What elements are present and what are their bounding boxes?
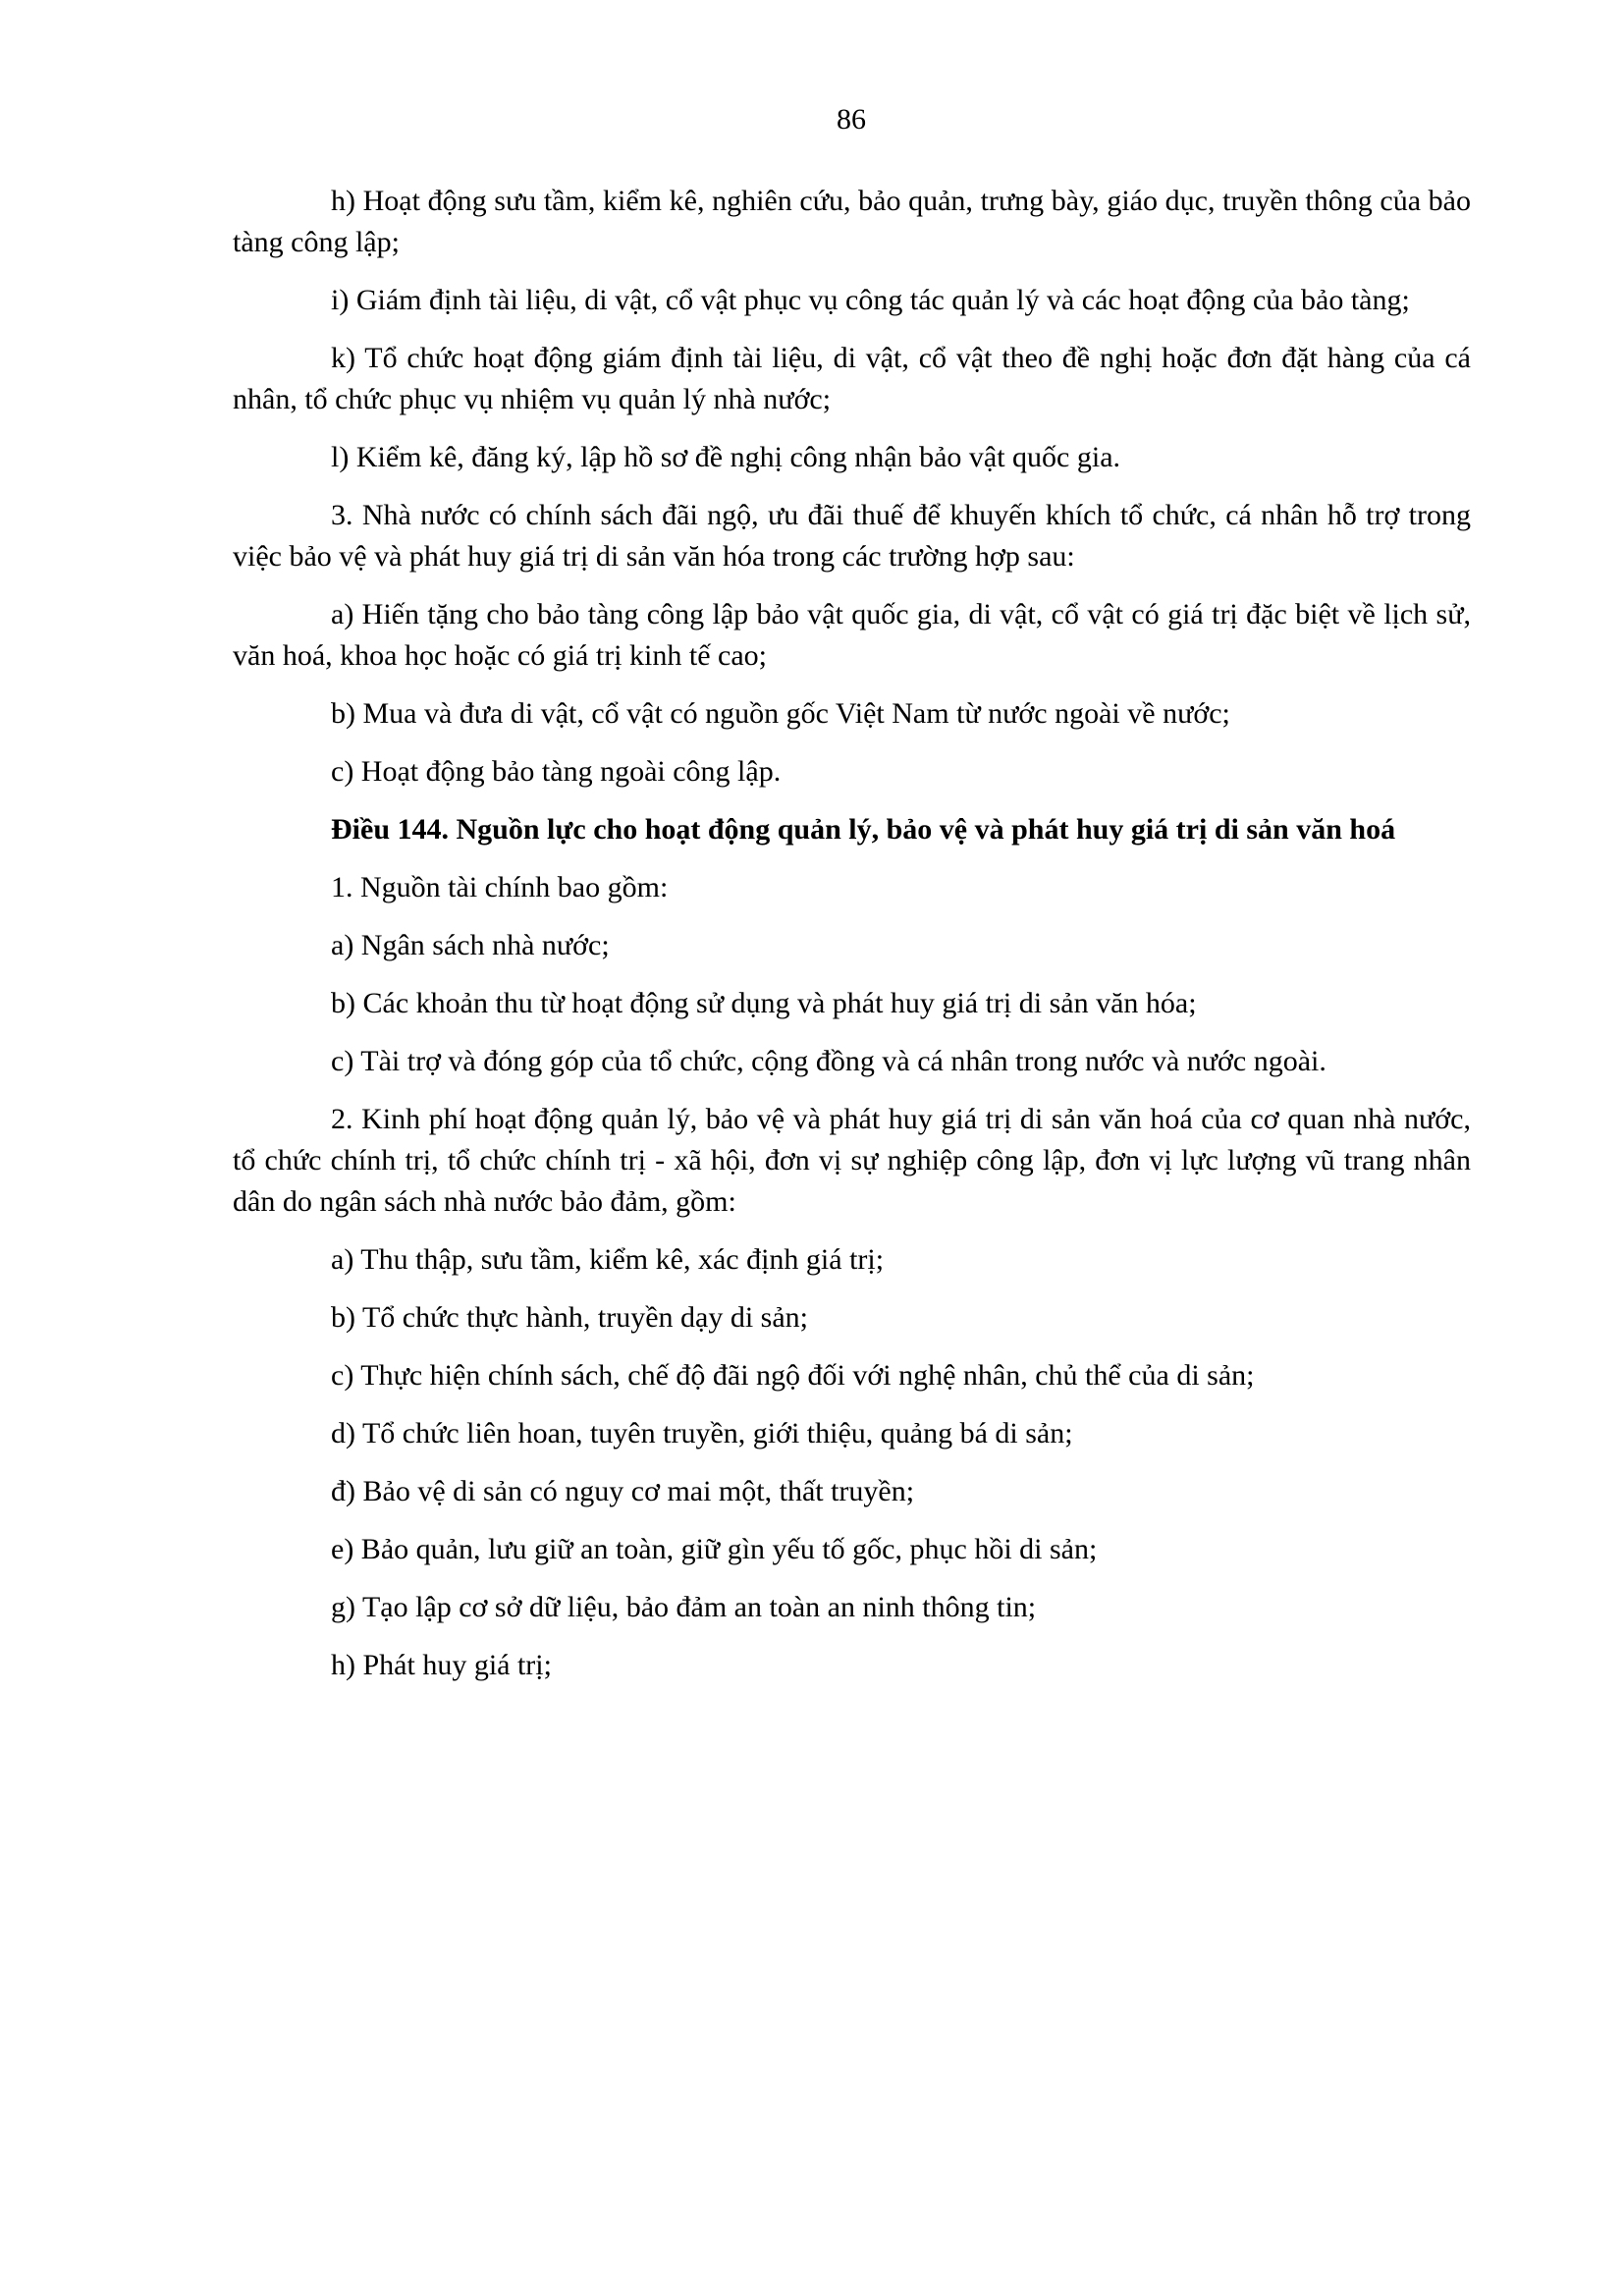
item-l-inventory: l) Kiểm kê, đăng ký, lập hồ sơ đề nghị công nhận bảo vật quốc gia.: [331, 441, 1121, 473]
item-b-revenues: b) Các khoản thu từ hoạt động sử dụng và phát huy giá trị di sản văn hóa;: [331, 987, 1197, 1019]
clause-3-incentives: 3. Nhà nước có chính sách đãi ngộ, ưu đãi thuế để khuyến khích tổ chức, cá nhân hỗ trợ trong việc bảo vệ và phát huy giá trị di sản văn hóa trong các trường hợp sau:: [233, 499, 1471, 573]
item-c-sponsorship: c) Tài trợ và đóng góp của tổ chức, cộng đồng và cá nhân trong nước và nước ngoài.: [331, 1045, 1326, 1077]
article-144-heading: Điều 144. Nguồn lực cho hoạt động quản lý, bảo vệ và phát huy giá trị di sản văn hoá: [331, 813, 1396, 846]
item-b-practice-teaching: b) Tổ chức thực hành, truyền dạy di sản;: [331, 1301, 809, 1334]
body-text: [233, 181, 1471, 1703]
item-i-appraisal: i) Giám định tài liệu, di vật, cổ vật phục vụ công tác quản lý và các hoạt động của bảo tàng;: [331, 284, 1410, 316]
page-number: 86: [837, 103, 866, 136]
clause-1-financial-sources: 1. Nguồn tài chính bao gồm:: [331, 871, 669, 903]
item-a-collection: a) Thu thập, sưu tầm, kiểm kê, xác định giá trị;: [331, 1243, 885, 1276]
item-dd-endangered-heritage: đ) Bảo vệ di sản có nguy cơ mai một, thất truyền;: [331, 1475, 915, 1507]
item-b-repatriation: b) Mua và đưa di vật, cổ vật có nguồn gốc Việt Nam từ nước ngoài về nước;: [331, 697, 1230, 730]
item-g-database: g) Tạo lập cơ sở dữ liệu, bảo đảm an toàn an ninh thông tin;: [331, 1591, 1037, 1623]
item-c-artisan-policy: c) Thực hiện chính sách, chế độ đãi ngộ đối với nghệ nhân, chủ thể của di sản;: [331, 1359, 1255, 1392]
item-c-private-museum: c) Hoạt động bảo tàng ngoài công lập.: [331, 755, 782, 788]
item-d-festivals: d) Tổ chức liên hoan, tuyên truyền, giới thiệu, quảng bá di sản;: [331, 1417, 1073, 1449]
clause-2-funding: 2. Kinh phí hoạt động quản lý, bảo vệ và phát huy giá trị di sản văn hoá của cơ quan nhà nước, tổ chức chính trị, tổ chức chính trị - xã hội, đơn vị sự nghiệp công lập, đơn vị lực lượng vũ trang nhân dân do ngân sách nhà nước bảo đảm, gồm:: [233, 1103, 1471, 1218]
item-h-museum-activities: h) Hoạt động sưu tầm, kiểm kê, nghiên cứu, bảo quản, trưng bày, giáo dục, truyền thông của bảo tàng công lập;: [233, 185, 1471, 258]
item-h-promote-value: h) Phát huy giá trị;: [331, 1649, 552, 1681]
item-a-donation: a) Hiến tặng cho bảo tàng công lập bảo vật quốc gia, di vật, cổ vật có giá trị đặc biệt về lịch sử, văn hoá, khoa học hoặc có giá trị kinh tế cao;: [233, 598, 1471, 672]
item-e-preservation: e) Bảo quản, lưu giữ an toàn, giữ gìn yếu tố gốc, phục hồi di sản;: [331, 1533, 1098, 1565]
item-k-appraisal-organization: k) Tổ chức hoạt động giám định tài liệu, di vật, cổ vật theo đề nghị hoặc đơn đặt hàng của cá nhân, tổ chức phục vụ nhiệm vụ quản lý nhà nước;: [233, 342, 1471, 415]
item-a-state-budget: a) Ngân sách nhà nước;: [331, 929, 610, 961]
